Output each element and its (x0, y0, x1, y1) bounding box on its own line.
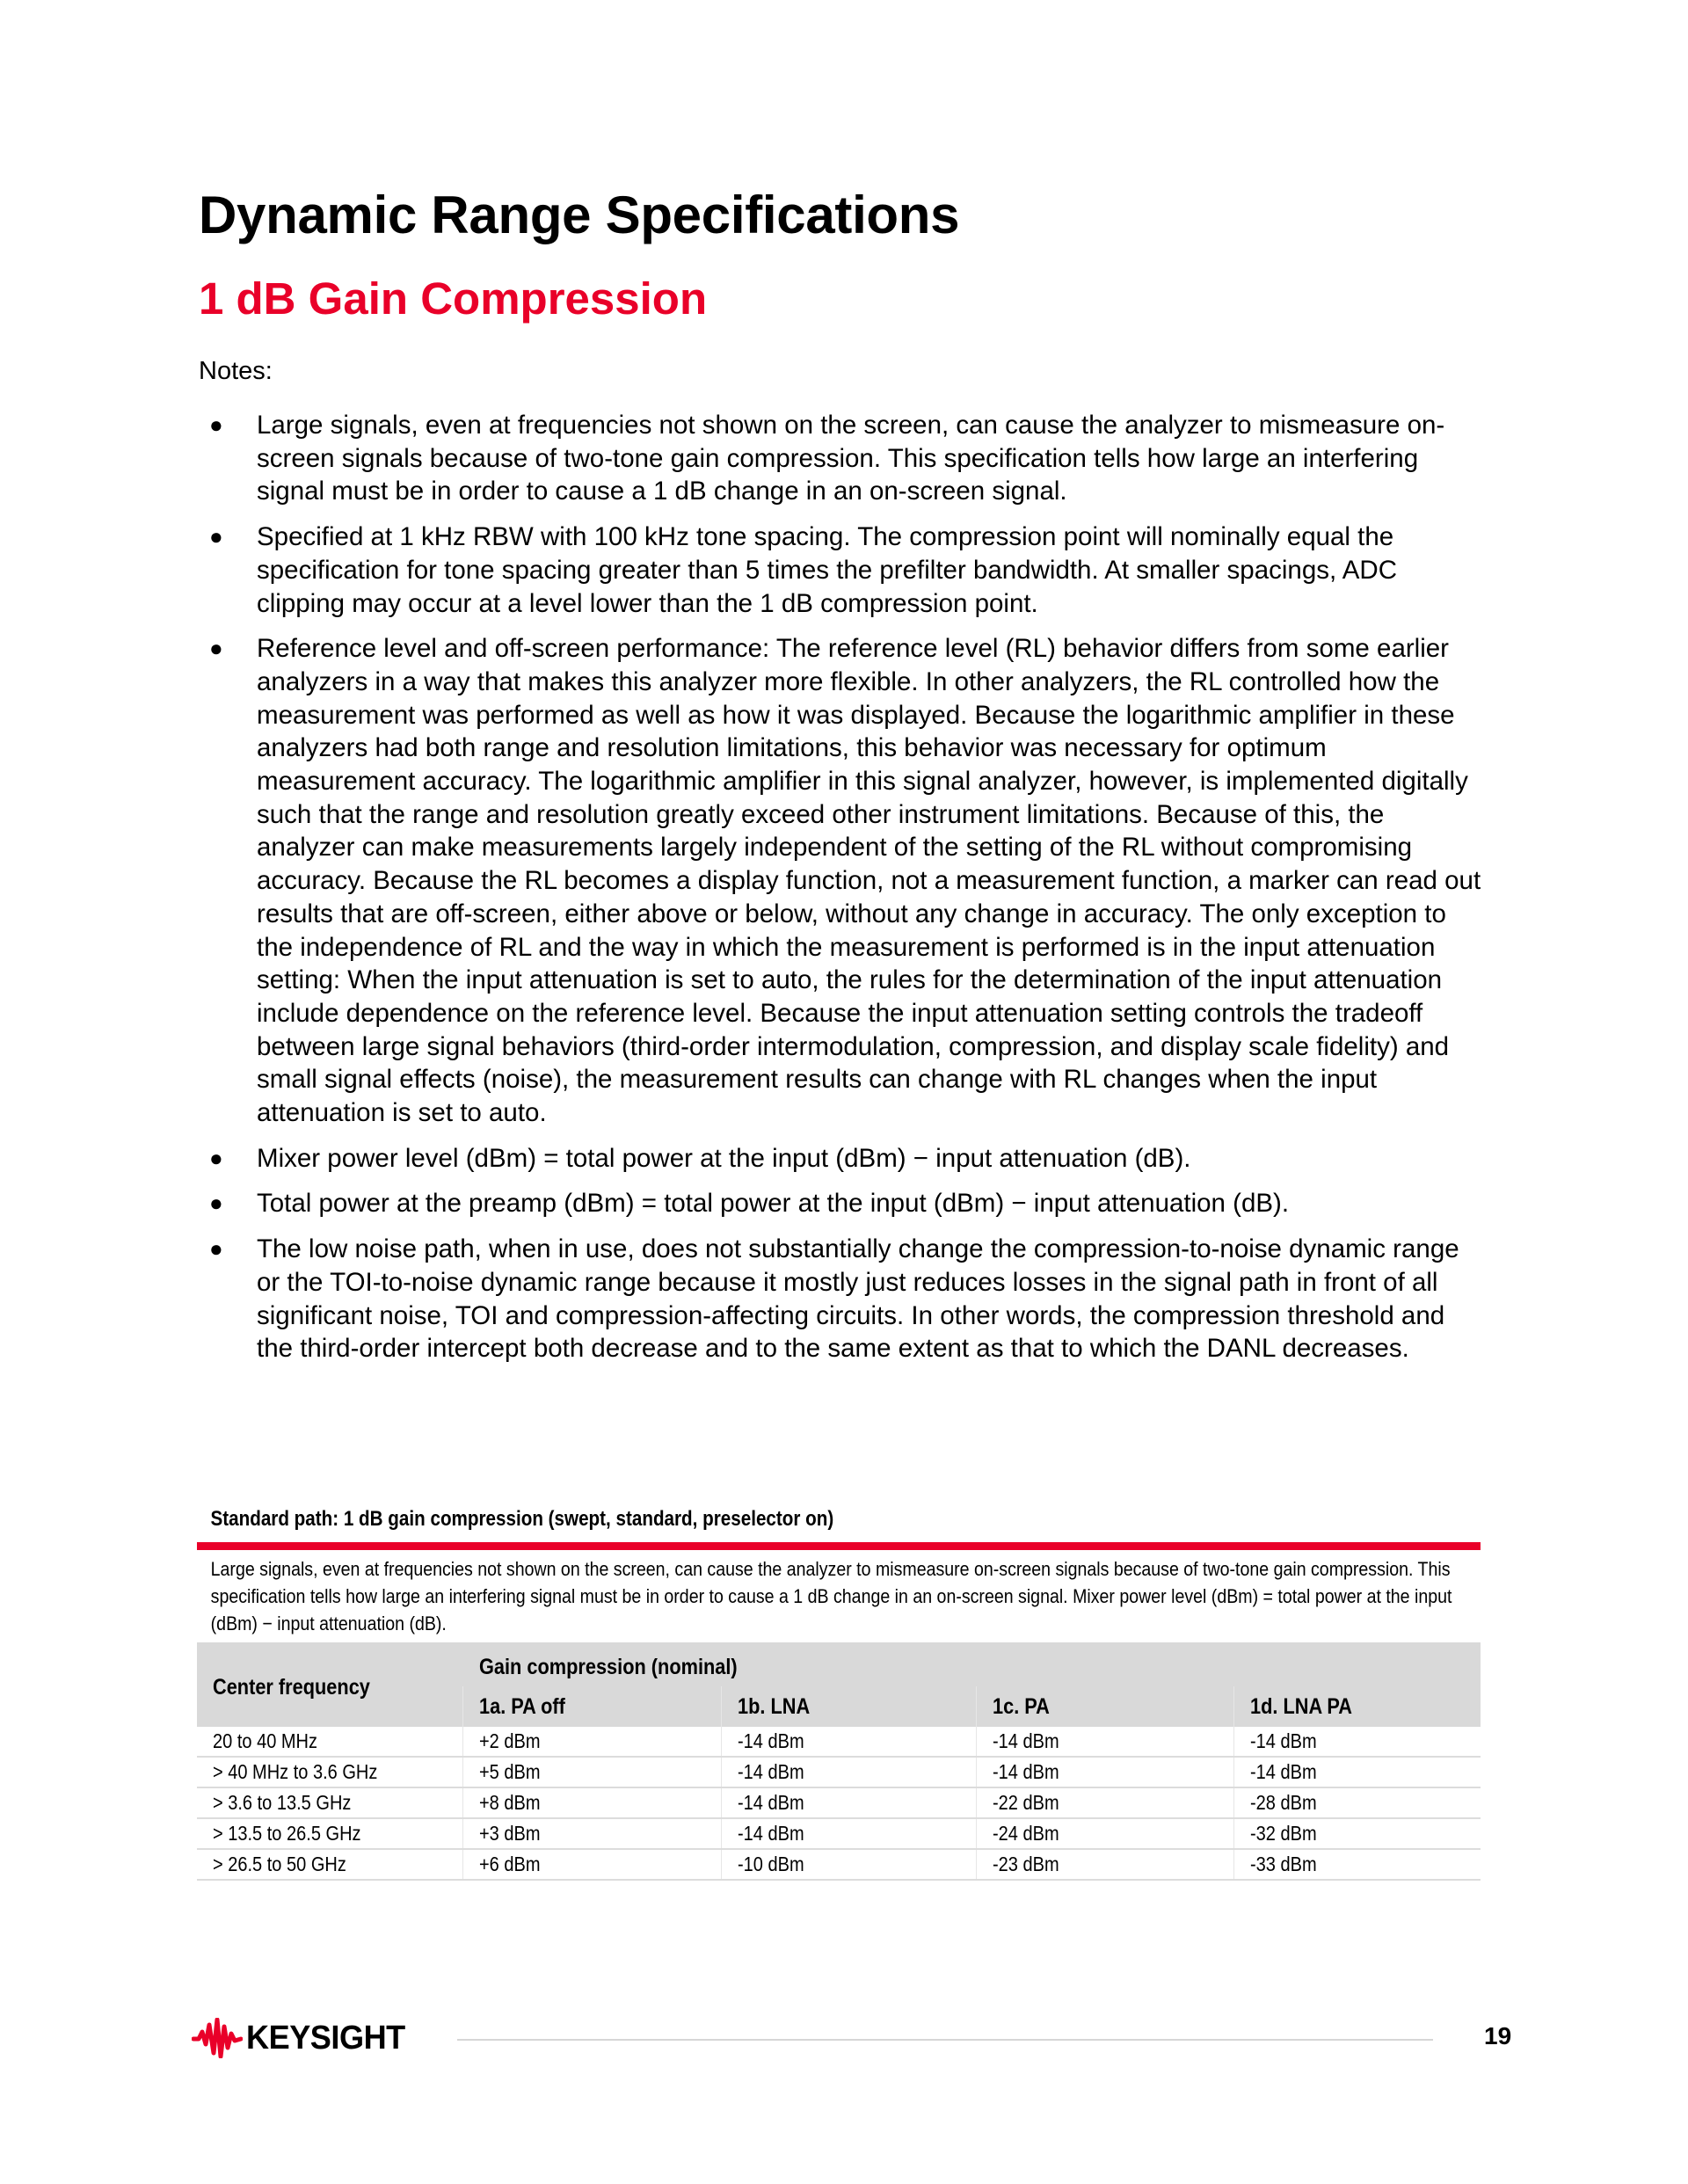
cell-value: -14 dBm (722, 1757, 977, 1787)
note-text: Large signals, even at frequencies not shown on the screen, can cause the analyzer to mismeasure on-screen signals because of two-tone gain compression. This specification tells how large an interfering signal must be in order to cause a 1 dB change in an on-screen signal. (257, 411, 1445, 506)
header-pa: 1c. PA (977, 1686, 1234, 1727)
logo-text: KEYSIGHT (246, 2019, 405, 2057)
note-item (199, 409, 1482, 508)
cell-value: -24 dBm (977, 1818, 1234, 1849)
cell-value: -33 dBm (1234, 1849, 1481, 1880)
note-text: Specified at 1 kHz RBW with 100 kHz tone spacing. The compression point will nominally equal the specification for tone spacing greater than 5 times the prefilter bandwidth. At smaller spacings, ADC clipping may occur at a level lower than the 1 dB compression point. (257, 522, 1398, 618)
notes-label: Notes: (199, 357, 273, 385)
cell-value: +5 dBm (463, 1757, 722, 1787)
table-row (197, 1849, 1481, 1880)
footer-divider (457, 2039, 1433, 2041)
page-title: Dynamic Range Specifications (199, 186, 960, 244)
cell-value: -14 dBm (722, 1787, 977, 1818)
header-gain-compression: Gain compression (nominal) (463, 1642, 1481, 1686)
table-row (197, 1787, 1481, 1818)
header-pa-off: 1a. PA off (463, 1686, 722, 1727)
table-description: Large signals, even at frequencies not shown on the screen, can cause the analyzer to mismeasure on-screen signals because of two-tone gain compression. This specification tells how large an interfering signal must be in order to cause a 1 dB change in an on-screen signal. Mixer power level (dBm) = total power at the input (dBm) − input attenuation (dB). (210, 1558, 1452, 1634)
keysight-wave-icon (192, 2018, 243, 2058)
cell-value: -14 dBm (1234, 1757, 1481, 1787)
cell-value: +8 dBm (463, 1787, 722, 1818)
page-number: 19 (1484, 2022, 1512, 2049)
spec-table-section (197, 1503, 1481, 1881)
note-item (199, 1233, 1482, 1365)
table-row (197, 1727, 1481, 1757)
cell-value: -23 dBm (977, 1849, 1234, 1880)
bullet-icon: ● (209, 411, 223, 438)
cell-value: +3 dBm (463, 1818, 722, 1849)
notes-list (199, 409, 1482, 1378)
table-row (197, 1818, 1481, 1849)
note-text: Mixer power level (dBm) = total power at the input (dBm) − input attenuation (dB). (257, 1143, 1191, 1173)
bullet-icon: ● (209, 523, 223, 550)
gain-compression-table (197, 1642, 1481, 1881)
cell-frequency: > 40 MHz to 3.6 GHz (197, 1757, 463, 1787)
bullet-icon: ● (209, 1144, 223, 1171)
cell-value: -14 dBm (977, 1757, 1234, 1787)
bullet-icon: ● (209, 1190, 223, 1217)
cell-value: -14 dBm (1234, 1727, 1481, 1757)
cell-value: -28 dBm (1234, 1787, 1481, 1818)
table-caption: Standard path: 1 dB gain compression (swept, standard, preselector on) (210, 1507, 834, 1531)
cell-frequency: > 3.6 to 13.5 GHz (197, 1787, 463, 1818)
cell-value: -32 dBm (1234, 1818, 1481, 1849)
bullet-icon: ● (209, 635, 223, 662)
cell-value: -22 dBm (977, 1787, 1234, 1818)
note-text: The low noise path, when in use, does not substantially change the compression-to-noise dynamic range or the TOI-to-noise dynamic range because it mostly just reduces losses in the signal path in front of all significant noise, TOI and compression-affecting circuits. In other words, the compression threshold and the third-order intercept both decrease and to the same extent as that to which the DANL decreases. (257, 1234, 1459, 1364)
cell-frequency: > 26.5 to 50 GHz (197, 1849, 463, 1880)
cell-frequency: > 13.5 to 26.5 GHz (197, 1818, 463, 1849)
header-lna: 1b. LNA (722, 1686, 977, 1727)
note-item (199, 632, 1482, 1130)
cell-frequency: 20 to 40 MHz (197, 1727, 463, 1757)
header-lna-pa: 1d. LNA PA (1234, 1686, 1481, 1727)
caption-divider (197, 1542, 1481, 1550)
note-item (199, 521, 1482, 620)
table-header-row (197, 1642, 1481, 1686)
cell-value: -10 dBm (722, 1849, 977, 1880)
bullet-icon: ● (209, 1235, 223, 1263)
header-center-frequency: Center frequency (197, 1642, 463, 1727)
note-text: Total power at the preamp (dBm) = total power at the input (dBm) − input attenuation (dB). (257, 1189, 1290, 1219)
cell-value: +6 dBm (463, 1849, 722, 1880)
cell-value: -14 dBm (722, 1818, 977, 1849)
section-title: 1 dB Gain Compression (199, 273, 708, 324)
note-text: Reference level and off-screen performance: The reference level (RL) behavior differs from some earlier analyzers in a way that makes this analyzer more flexible. In other analyzers, the RL controlled how the measurement was performed as well as how it was displayed. Because the logarithmic amplifier in these analyzers had both range and resolution limitations, this behavior was necessary for optimum measurement accuracy. The logarithmic amplifier in this signal analyzer, however, is implemented digitally such that the range and resolution greatly exceed other instrument limitations. Because of this, the analyzer can make measurements largely independent of the setting of the RL without compromising accuracy. Because the RL becomes a display function, not a measurement function, a marker can read out results that are off-screen, either above or below, without any change in accuracy. The only exception to the independence of RL and the way in which the measurement is performed is in the input attenuation setting: When the input attenuation is set to auto, the rules for the determination of the input attenuation include dependence on the reference level. Because the input attenuation setting controls the tradeoff between large signal behaviors (third-order intermodulation, compression, and display scale fidelity) and small signal effects (noise), the measurement results can change with RL changes when the input attenuation is set to auto. (257, 634, 1481, 1128)
note-item (199, 1142, 1482, 1176)
keysight-logo (192, 2018, 413, 2058)
cell-value: -14 dBm (977, 1727, 1234, 1757)
cell-value: +2 dBm (463, 1727, 722, 1757)
cell-value: -14 dBm (722, 1727, 977, 1757)
table-row (197, 1757, 1481, 1787)
note-item (199, 1187, 1482, 1220)
